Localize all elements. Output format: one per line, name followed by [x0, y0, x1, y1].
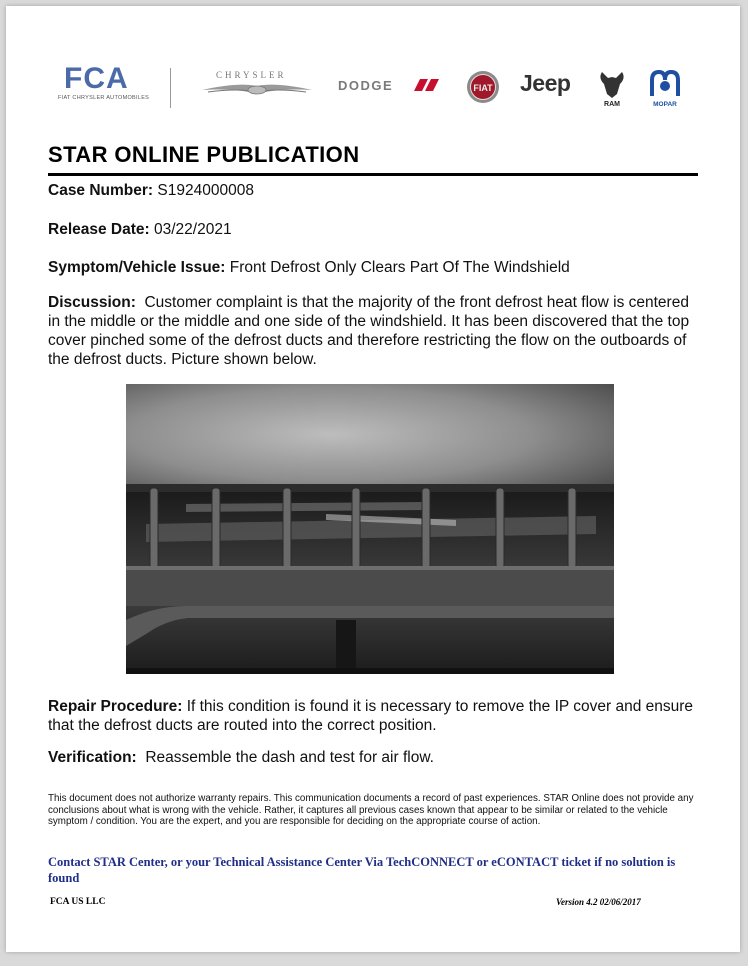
case-number-row: [48, 181, 254, 201]
discussion-label: Discussion:: [48, 294, 136, 311]
disclaimer-text: This document does not authorize warranty repairs. This communication documents a record of past experiences. STAR Online does not provide any conclusions about what is wrong with the vehicle. Rather, it captures all previous cases known that appear to be similar or related to the vehicle symptom / condition. You are the expert, and you are responsible for deciding on the appropriate course of action.: [48, 793, 694, 828]
mopar-logo-text: MOPAR: [653, 101, 677, 108]
fiat-logo-text: FIAT: [473, 83, 493, 93]
discussion-paragraph: [48, 293, 703, 369]
defrost-duct-photo: [126, 384, 614, 674]
footer-company: FCA US LLC: [50, 897, 106, 907]
page-title: STAR ONLINE PUBLICATION: [48, 142, 360, 167]
ram-logo: [596, 68, 628, 108]
release-date-row: [48, 220, 232, 240]
case-number-label: Case Number:: [48, 182, 154, 199]
repair-text: If this condition is found it is necessary to remove the IP cover and ensure that the defrost ducts are routed into the correct position.: [48, 698, 694, 734]
mopar-logo: [646, 68, 684, 108]
release-date-label: Release Date:: [48, 221, 150, 238]
title-divider: [48, 173, 698, 176]
chrysler-logo-text: CHRYSLER: [216, 70, 287, 80]
verification-text: Reassemble the dash and test for air flow.: [145, 749, 434, 766]
dodge-logo: [338, 76, 448, 94]
discussion-text: Customer complaint is that the majority of the front defrost heat flow is centered in the middle or the middle and one side of the windshield. It has been discovered that the top cover pinched some of the defrost ducts and therefore restricting the flow on the outboards of the defrost ducts. Picture shown below.: [48, 294, 690, 368]
repair-label: Repair Procedure:: [48, 698, 183, 715]
logo-divider: [170, 68, 171, 108]
fca-logo-subtitle: FIAT CHRYSLER AUTOMOBILES: [58, 95, 150, 101]
ram-logo-text: RAM: [604, 101, 620, 108]
release-date-value: 03/22/2021: [153, 221, 232, 238]
symptom-label: Symptom/Vehicle Issue:: [48, 259, 226, 276]
symptom-row: [48, 258, 570, 278]
document-page: [6, 6, 740, 952]
fca-logo: FCA: [64, 62, 129, 95]
contact-notice: Contact STAR Center, or your Technical Assistance Center Via TechCONNECT or eCONTACT ticket if no solution is found: [48, 855, 676, 885]
case-number-value: S1924000008: [157, 182, 254, 199]
repair-paragraph: [48, 697, 703, 735]
verification-row: [48, 748, 434, 768]
symptom-value: Front Defrost Only Clears Part Of The Windshield: [229, 259, 570, 276]
jeep-logo: Jeep: [520, 70, 571, 96]
verification-label: Verification:: [48, 749, 137, 766]
fiat-logo: [466, 70, 500, 104]
footer-version: Version 4.2 02/06/2017: [556, 897, 641, 907]
dodge-logo-text: DODGE: [338, 78, 394, 93]
